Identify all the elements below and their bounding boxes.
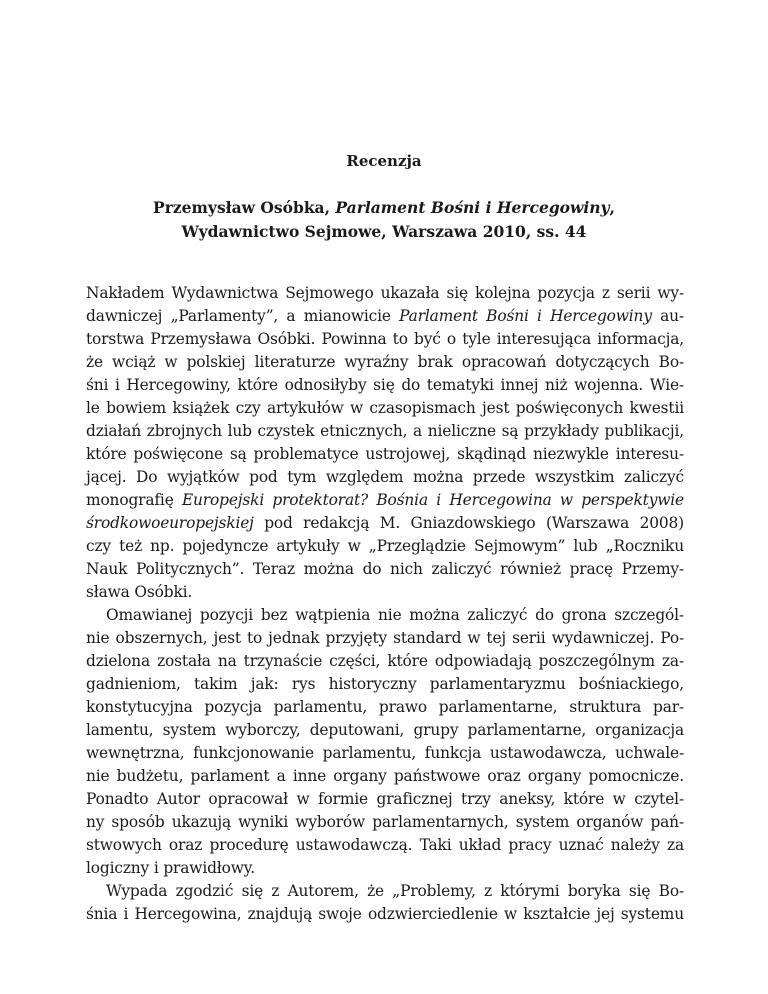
review-body: [86, 282, 684, 926]
body-line: że wciąż w polskiej literaturze wyraźny brak opracowań dotyczących Bo-: [86, 353, 684, 371]
body-line: Ponadto Autor opracował w formie graficznej trzy aneksy, które w czytel-: [86, 790, 684, 808]
body-line: torstwa Przemysława Osóbki. Powinna to być o tyle interesująca informacja,: [86, 330, 684, 348]
body-line: środkowoeuropejskiej pod redakcją M. Gniazdowskiego (Warszawa 2008): [86, 514, 684, 532]
body-line: śni i Hercegowiny, które odnosiłyby się do tematyki innej niż wojenna. Wie-: [86, 376, 684, 394]
body-line: Omawianej pozycji bez wątpienia nie można zaliczyć do grona szczegól-: [106, 606, 684, 624]
section-heading: Recenzja: [346, 152, 422, 170]
body-line: jącej. Do wyjątków pod tym względem można przede wszystkim zaliczyć: [86, 468, 684, 486]
body-line: czy też np. pojedyncze artykuły w „Przeglądzie Sejmowym” lub „Roczniku: [86, 537, 684, 555]
body-line: śnia i Hercegowina, znajdują swoje odzwierciedlenie w kształcie jej systemu: [86, 905, 684, 923]
body-line: le bowiem książek czy artykułów w czasopismach jest poświęconych kwestii: [86, 399, 684, 417]
body-line: stwowych oraz procedurę ustawodawczą. Taki układ pracy uznać należy za: [86, 836, 684, 854]
body-line: działań zbrojnych lub czystek etnicznych, a nieliczne są przykłady publikacji,: [86, 422, 684, 440]
body-line: Nakładem Wydawnictwa Sejmowego ukazała się kolejna pozycja z serii wy-: [86, 284, 684, 302]
book-title-line-1: [80, 196, 688, 220]
body-line: konstytucyjna pozycja parlamentu, prawo parlamentarne, struktura par-: [86, 698, 684, 716]
book-title-block: [80, 196, 688, 244]
body-line: ny sposób ukazują wyniki wyborów parlamentarnych, system organów pań-: [86, 813, 684, 831]
body-line: które poświęcone są problematyce ustrojowej, skądinąd niezwykle interesu-: [86, 445, 684, 463]
body-line: lamentu, system wyborczy, deputowani, grupy parlamentarne, organizacja: [86, 721, 684, 739]
body-line: sława Osóbki.: [86, 583, 193, 601]
body-line: nie budżetu, parlament a inne organy państwowe oraz organy pomocnicze.: [86, 767, 684, 785]
body-line: monografię Europejski protektorat? Bośnia i Hercegowina w perspektywie: [86, 491, 684, 509]
body-line: wewnętrzna, funkcjonowanie parlamentu, funkcja ustawodawcza, uchwale-: [86, 744, 684, 762]
book-author: Przemysław Osóbka,: [153, 198, 336, 217]
book-publisher-line: Wydawnictwo Sejmowe, Warszawa 2010, ss. 44: [181, 222, 587, 241]
body-line: Wypada zgodzić się z Autorem, że „Problemy, z którymi boryka się Bo-: [106, 882, 684, 900]
body-line: gadnieniom, takim jak: rys historyczny parlamentaryzmu bośniackiego,: [86, 675, 684, 693]
book-title-comma: ,: [609, 198, 615, 217]
book-title: Parlament Bośni i Hercegowiny: [335, 198, 610, 217]
body-line: logiczny i prawidłowy.: [86, 859, 256, 877]
body-line: dawniczej „Parlamenty”, a mianowicie Parlament Bośni i Hercegowiny au-: [86, 307, 684, 325]
body-line: Nauk Politycznych”. Teraz można do nich zaliczyć również pracę Przemy-: [86, 560, 684, 578]
body-line: nie obszernych, jest to jednak przyjęty standard w tej serii wydawniczej. Po-: [86, 629, 684, 647]
body-line: dzielona została na trzynaście części, które odpowiadają poszczególnym za-: [86, 652, 684, 670]
